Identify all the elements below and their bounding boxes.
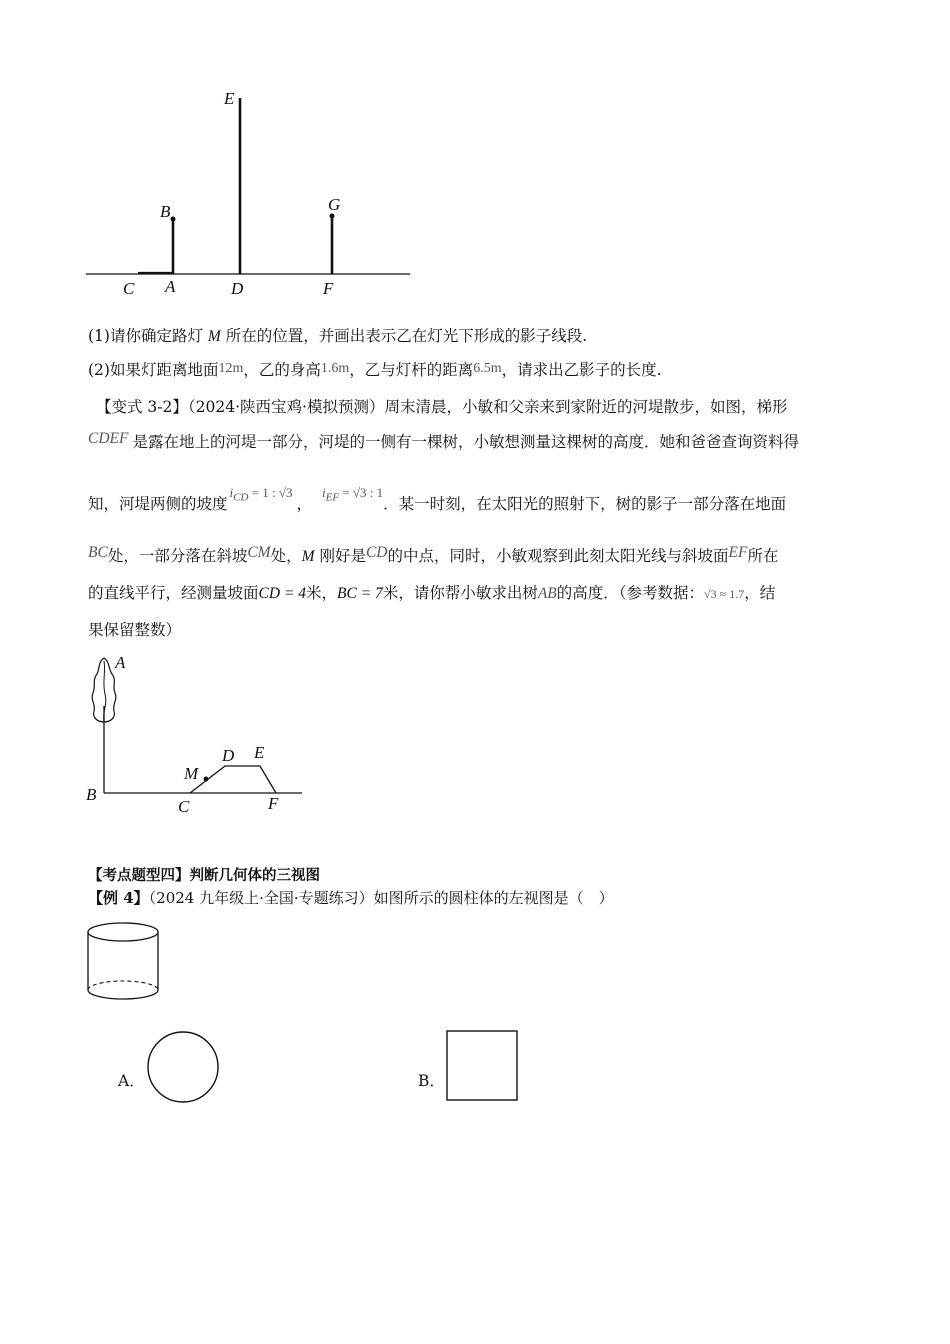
q2-text-4: ，请求出乙影子的长度. xyxy=(501,361,662,379)
cylinder-top xyxy=(88,923,158,941)
point-b xyxy=(171,217,176,222)
variant-line4-text-e: 所在 xyxy=(747,547,779,565)
q1-var: M xyxy=(207,328,221,345)
label-d2: D xyxy=(222,746,235,765)
cylinder-bottom-back xyxy=(88,981,158,990)
slope-ef-i: i xyxy=(322,485,326,500)
label-m2: M xyxy=(184,764,199,783)
variant-line4-text-b: 处， xyxy=(270,547,302,565)
variant-line5-text-d: 的高度．（参考数据： xyxy=(556,584,705,602)
variant-ab: AB xyxy=(537,585,557,602)
variant-line3-text-b: ．某一时刻，在太阳光的照射下，树的影子一部分落在地面 xyxy=(383,495,787,513)
figure-tree-embankment xyxy=(80,648,320,828)
option-a-label: A． xyxy=(118,1072,145,1090)
variant-line-5 xyxy=(88,582,775,605)
label-a2: A xyxy=(115,653,126,672)
option-b[interactable] xyxy=(418,1070,445,1092)
variant-line4-text-c: 刚好是 xyxy=(314,547,366,565)
variant-line5-text-a: 的直线平行，经测量坡面 xyxy=(88,584,259,602)
question-2 xyxy=(88,359,662,383)
variant-line3-text-a: 知，河堤两侧的坡度 xyxy=(88,495,228,513)
variant-bc-eq: BC = 7 xyxy=(337,585,383,602)
variant-line4-text-a: 处，一部分落在斜坡 xyxy=(107,547,248,565)
label-f2: F xyxy=(268,794,279,813)
variant-bc: BC xyxy=(88,544,108,561)
example-tag: 【例 4】 xyxy=(88,889,149,907)
slope-cd-sub: CD xyxy=(233,491,249,504)
option-b-label: B． xyxy=(418,1072,445,1090)
q2-text-1: (2)如果灯距离地面 xyxy=(88,361,219,379)
variant-line-3: 知，河堤两侧的坡度$^{i_{CD} = 1 : √3}$，$^{i_{EF} = √3 : 1}$．某一时刻，在太阳光的照射下，树的影子一部分落在地面 xyxy=(88,485,787,513)
point-g xyxy=(330,214,335,219)
slope-ef-value: = √3 : 1 xyxy=(342,485,384,500)
variant-line5-text-c: 米，请你帮小敏求出树 xyxy=(382,584,538,602)
label-a: A xyxy=(165,277,176,296)
label-e: E xyxy=(224,89,235,108)
variant-cd-eq: CD = 4 xyxy=(258,585,307,602)
cylinder-bottom-front xyxy=(88,990,158,999)
option-a[interactable] xyxy=(118,1070,145,1092)
label-f: F xyxy=(323,279,334,298)
label-c2: C xyxy=(178,797,190,816)
variant-line-4 xyxy=(88,545,778,568)
figure-cylinder xyxy=(82,918,166,1008)
q2-text-2: ，乙的身高 xyxy=(243,361,321,379)
label-b2: B xyxy=(86,785,97,804)
q1-prefix: (1)请你确定路灯 xyxy=(88,327,208,345)
slope-cd-value: = 1 : √3 xyxy=(251,485,293,500)
q2-lamp-height: 12m xyxy=(218,361,244,376)
variant-cdef: CDEF xyxy=(88,430,129,447)
example-4 xyxy=(88,887,614,909)
label-g: G xyxy=(328,195,341,214)
variant-line5-text-b: 米， xyxy=(306,584,338,602)
variant-line4-text-d: 的中点，同时，小敏观察到此刻太阳光线与斜坡面 xyxy=(387,547,729,565)
q2-person-height: 1.6m xyxy=(320,361,350,376)
variant-line2-text: 是露在地上的河堤一部分，河堤的一侧有一棵树，小敏想测量这棵树的高度．她和爸爸查询资料得 xyxy=(132,433,799,451)
variant-cd: CD xyxy=(365,544,388,561)
point-m xyxy=(204,777,209,782)
q2-distance: 6.5m xyxy=(473,361,502,376)
slope-ef xyxy=(322,485,384,504)
variant-ef: EF xyxy=(728,544,748,561)
variant-line-6 xyxy=(88,619,181,641)
variant-tag: 【变式 3-2】 xyxy=(96,398,188,416)
section-title xyxy=(88,865,320,887)
q2-text-3: ，乙与灯杆的距离 xyxy=(349,361,474,379)
variant-cm: CM xyxy=(247,544,271,561)
variant-line-2 xyxy=(88,431,799,454)
figure-lamp-poles xyxy=(80,80,420,300)
option-b-square[interactable] xyxy=(445,1029,521,1105)
question-1 xyxy=(88,325,587,348)
label-c: C xyxy=(123,279,135,298)
variant-sqrt3: √3 ≈ 1.7 xyxy=(704,587,745,601)
section-title-text: 【考点题型四】判断几何体的三视图 xyxy=(88,868,320,884)
embankment-cdef xyxy=(190,766,276,793)
variant-line5-text-e: ，结 xyxy=(744,584,776,602)
variant-m: M xyxy=(301,548,315,565)
example-text: （2024 九年级上·全国·专题练习）如图所示的圆柱体的左视图是（ ） xyxy=(148,889,614,907)
variant-intro: （2024·陕西宝鸡·模拟预测）周末清晨，小敏和父亲来到家附近的河堤散步，如图，梯形 xyxy=(187,398,788,416)
slope-cd xyxy=(229,485,293,504)
option-a-circle[interactable] xyxy=(145,1030,221,1106)
q1-suffix: 所在的位置，并画出表示乙在灯光下形成的影子线段. xyxy=(220,327,588,345)
label-e2: E xyxy=(254,743,265,762)
label-b: B xyxy=(160,202,171,221)
label-d: D xyxy=(231,279,244,298)
slope-cd-i: i xyxy=(229,485,234,500)
variant-line6-text: 果保留整数） xyxy=(88,621,182,639)
variant-line-1 xyxy=(96,396,787,418)
slope-ef-sub: EF xyxy=(325,491,340,504)
